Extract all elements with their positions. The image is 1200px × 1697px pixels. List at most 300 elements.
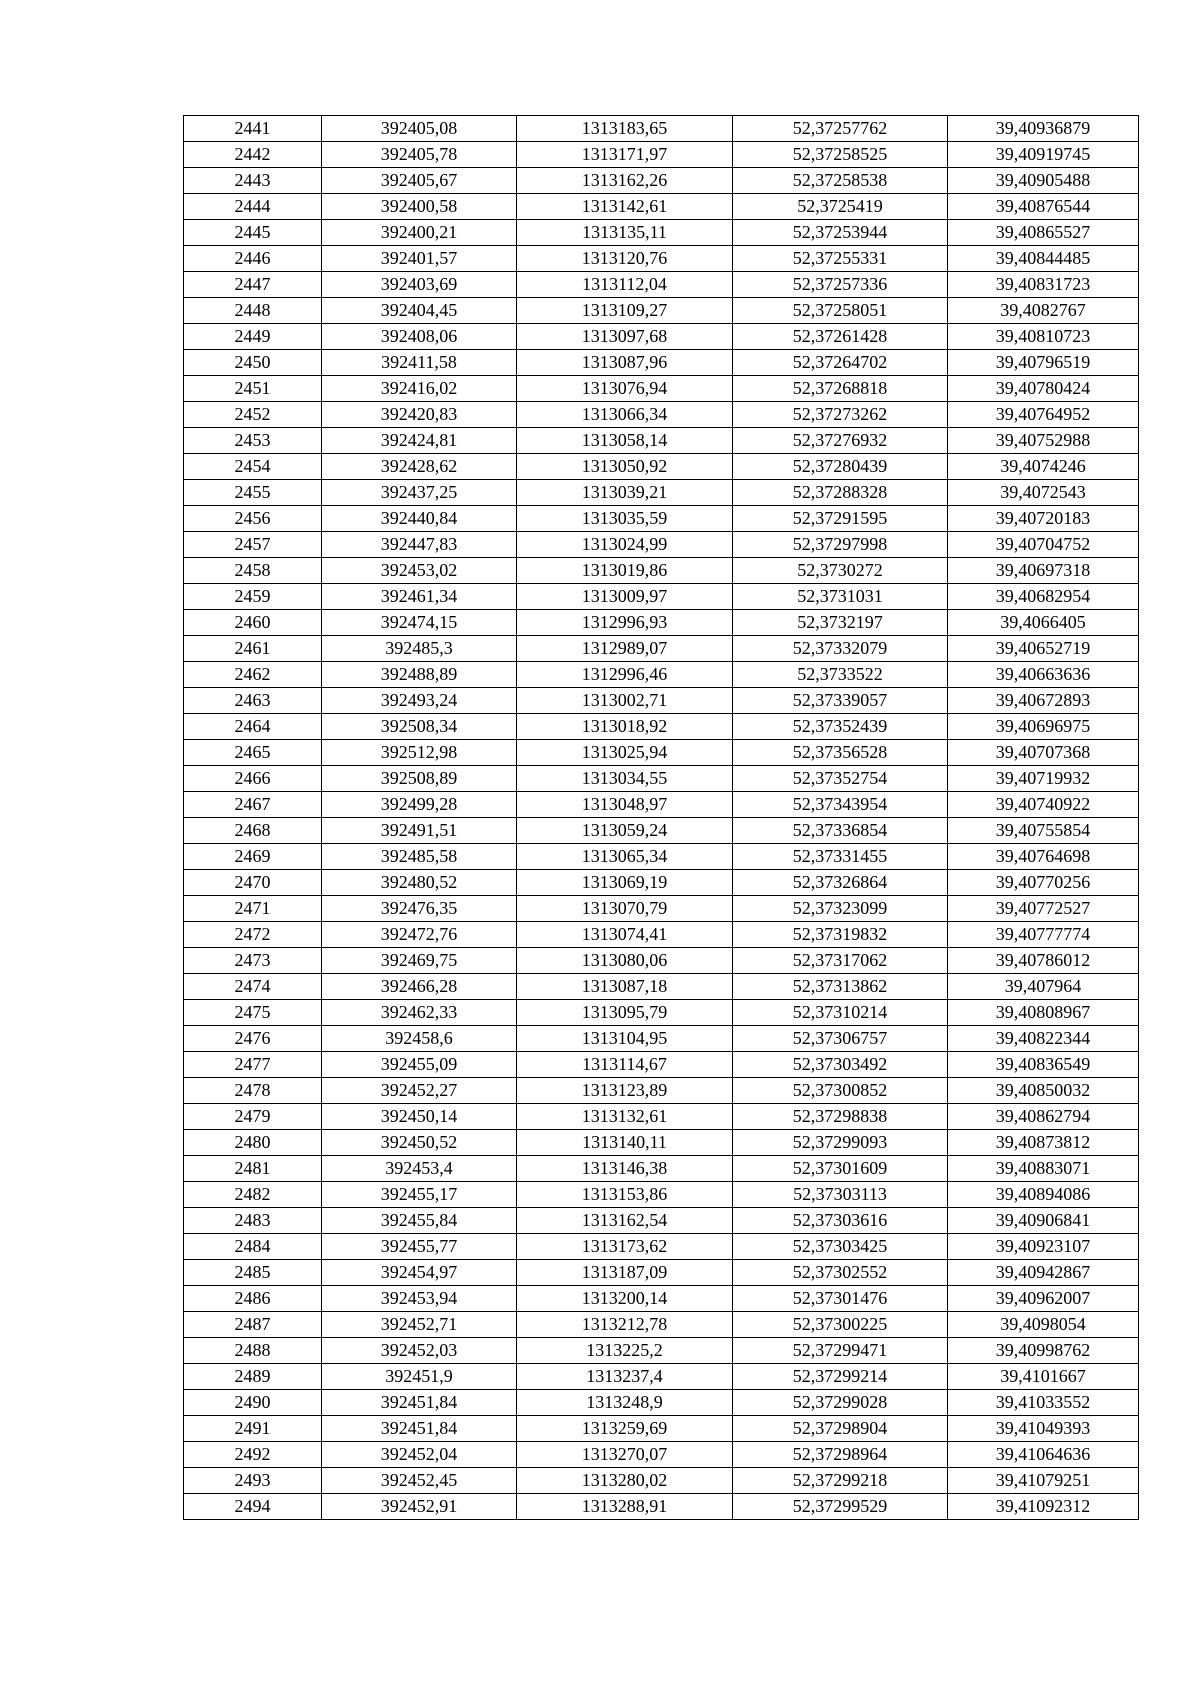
point-number-cell: 2485: [184, 1260, 322, 1286]
table-row: [184, 168, 1139, 194]
point-number-cell: 2446: [184, 246, 322, 272]
point-number-cell: 2444: [184, 194, 322, 220]
x-coordinate-cell: 392424,81: [322, 428, 517, 454]
table-row: [184, 844, 1139, 870]
point-number-cell: 2458: [184, 558, 322, 584]
y-coordinate-cell: 1313270,07: [517, 1442, 733, 1468]
latitude-cell: 52,37299028: [733, 1390, 948, 1416]
latitude-cell: 52,37299471: [733, 1338, 948, 1364]
longitude-cell: 39,40876544: [948, 194, 1139, 220]
point-number-cell: 2491: [184, 1416, 322, 1442]
point-number-cell: 2445: [184, 220, 322, 246]
point-number-cell: 2451: [184, 376, 322, 402]
point-number-cell: 2472: [184, 922, 322, 948]
point-number-cell: 2473: [184, 948, 322, 974]
table-row: [184, 350, 1139, 376]
table-row: [184, 1130, 1139, 1156]
latitude-cell: 52,3730272: [733, 558, 948, 584]
table-row: [184, 766, 1139, 792]
point-number-cell: 2468: [184, 818, 322, 844]
longitude-cell: 39,40919745: [948, 142, 1139, 168]
y-coordinate-cell: 1312989,07: [517, 636, 733, 662]
latitude-cell: 52,37303492: [733, 1052, 948, 1078]
latitude-cell: 52,37302552: [733, 1260, 948, 1286]
longitude-cell: 39,40696975: [948, 714, 1139, 740]
point-number-cell: 2454: [184, 454, 322, 480]
longitude-cell: 39,4101667: [948, 1364, 1139, 1390]
point-number-cell: 2483: [184, 1208, 322, 1234]
table-row: [184, 142, 1139, 168]
point-number-cell: 2465: [184, 740, 322, 766]
latitude-cell: 52,37264702: [733, 350, 948, 376]
point-number-cell: 2492: [184, 1442, 322, 1468]
point-number-cell: 2466: [184, 766, 322, 792]
longitude-cell: 39,40883071: [948, 1156, 1139, 1182]
longitude-cell: 39,40962007: [948, 1286, 1139, 1312]
x-coordinate-cell: 392472,76: [322, 922, 517, 948]
point-number-cell: 2471: [184, 896, 322, 922]
latitude-cell: 52,37343954: [733, 792, 948, 818]
y-coordinate-cell: 1313153,86: [517, 1182, 733, 1208]
y-coordinate-cell: 1313050,92: [517, 454, 733, 480]
longitude-cell: 39,40777774: [948, 922, 1139, 948]
x-coordinate-cell: 392453,4: [322, 1156, 517, 1182]
table-row: [184, 974, 1139, 1000]
x-coordinate-cell: 392455,84: [322, 1208, 517, 1234]
x-coordinate-cell: 392400,21: [322, 220, 517, 246]
latitude-cell: 52,3733522: [733, 662, 948, 688]
longitude-cell: 39,40786012: [948, 948, 1139, 974]
table-row: [184, 1364, 1139, 1390]
table-row: [184, 948, 1139, 974]
longitude-cell: 39,40740922: [948, 792, 1139, 818]
y-coordinate-cell: 1313080,06: [517, 948, 733, 974]
longitude-cell: 39,40862794: [948, 1104, 1139, 1130]
longitude-cell: 39,40923107: [948, 1234, 1139, 1260]
table-row: [184, 662, 1139, 688]
longitude-cell: 39,40894086: [948, 1182, 1139, 1208]
x-coordinate-cell: 392452,04: [322, 1442, 517, 1468]
longitude-cell: 39,41092312: [948, 1494, 1139, 1520]
latitude-cell: 52,37310214: [733, 1000, 948, 1026]
table-row: [184, 714, 1139, 740]
y-coordinate-cell: 1313035,59: [517, 506, 733, 532]
latitude-cell: 52,37352754: [733, 766, 948, 792]
longitude-cell: 39,4074246: [948, 454, 1139, 480]
latitude-cell: 52,37298838: [733, 1104, 948, 1130]
table-row: [184, 558, 1139, 584]
longitude-cell: 39,40752988: [948, 428, 1139, 454]
y-coordinate-cell: 1313069,19: [517, 870, 733, 896]
table-row: [184, 1312, 1139, 1338]
latitude-cell: 52,3732197: [733, 610, 948, 636]
latitude-cell: 52,37255331: [733, 246, 948, 272]
longitude-cell: 39,40905488: [948, 168, 1139, 194]
latitude-cell: 52,37257336: [733, 272, 948, 298]
longitude-cell: 39,40764952: [948, 402, 1139, 428]
latitude-cell: 52,37258538: [733, 168, 948, 194]
x-coordinate-cell: 392420,83: [322, 402, 517, 428]
y-coordinate-cell: 1313171,97: [517, 142, 733, 168]
table-row: [184, 1234, 1139, 1260]
y-coordinate-cell: 1313018,92: [517, 714, 733, 740]
longitude-cell: 39,40719932: [948, 766, 1139, 792]
longitude-cell: 39,40873812: [948, 1130, 1139, 1156]
table-row: [184, 1104, 1139, 1130]
x-coordinate-cell: 392405,78: [322, 142, 517, 168]
table-row: [184, 818, 1139, 844]
point-number-cell: 2480: [184, 1130, 322, 1156]
y-coordinate-cell: 1313142,61: [517, 194, 733, 220]
y-coordinate-cell: 1313087,96: [517, 350, 733, 376]
point-number-cell: 2463: [184, 688, 322, 714]
latitude-cell: 52,37261428: [733, 324, 948, 350]
y-coordinate-cell: 1313162,26: [517, 168, 733, 194]
table-row: [184, 740, 1139, 766]
table-row: [184, 194, 1139, 220]
longitude-cell: 39,40850032: [948, 1078, 1139, 1104]
x-coordinate-cell: 392401,57: [322, 246, 517, 272]
table-row: [184, 1442, 1139, 1468]
latitude-cell: 52,37317062: [733, 948, 948, 974]
longitude-cell: 39,40780424: [948, 376, 1139, 402]
x-coordinate-cell: 392512,98: [322, 740, 517, 766]
x-coordinate-cell: 392451,9: [322, 1364, 517, 1390]
latitude-cell: 52,37323099: [733, 896, 948, 922]
point-number-cell: 2449: [184, 324, 322, 350]
longitude-cell: 39,40663636: [948, 662, 1139, 688]
latitude-cell: 52,37298904: [733, 1416, 948, 1442]
point-number-cell: 2447: [184, 272, 322, 298]
x-coordinate-cell: 392453,94: [322, 1286, 517, 1312]
longitude-cell: 39,40772527: [948, 896, 1139, 922]
longitude-cell: 39,40865527: [948, 220, 1139, 246]
x-coordinate-cell: 392485,58: [322, 844, 517, 870]
latitude-cell: 52,3731031: [733, 584, 948, 610]
y-coordinate-cell: 1313288,91: [517, 1494, 733, 1520]
point-number-cell: 2477: [184, 1052, 322, 1078]
table-row: [184, 792, 1139, 818]
table-row: [184, 584, 1139, 610]
table-row: [184, 896, 1139, 922]
y-coordinate-cell: 1313002,71: [517, 688, 733, 714]
y-coordinate-cell: 1313225,2: [517, 1338, 733, 1364]
point-number-cell: 2475: [184, 1000, 322, 1026]
latitude-cell: 52,37336854: [733, 818, 948, 844]
latitude-cell: 52,37306757: [733, 1026, 948, 1052]
x-coordinate-cell: 392480,52: [322, 870, 517, 896]
point-number-cell: 2448: [184, 298, 322, 324]
table-row: [184, 1494, 1139, 1520]
point-number-cell: 2484: [184, 1234, 322, 1260]
coordinates-table-body: [184, 116, 1139, 1520]
longitude-cell: 39,40906841: [948, 1208, 1139, 1234]
table-row: [184, 220, 1139, 246]
latitude-cell: 52,37326864: [733, 870, 948, 896]
point-number-cell: 2456: [184, 506, 322, 532]
x-coordinate-cell: 392493,24: [322, 688, 517, 714]
table-row: [184, 922, 1139, 948]
point-number-cell: 2489: [184, 1364, 322, 1390]
y-coordinate-cell: 1313048,97: [517, 792, 733, 818]
table-row: [184, 1468, 1139, 1494]
x-coordinate-cell: 392485,3: [322, 636, 517, 662]
latitude-cell: 52,37313862: [733, 974, 948, 1000]
point-number-cell: 2481: [184, 1156, 322, 1182]
point-number-cell: 2443: [184, 168, 322, 194]
y-coordinate-cell: 1313187,09: [517, 1260, 733, 1286]
table-row: [184, 506, 1139, 532]
longitude-cell: 39,4072543: [948, 480, 1139, 506]
y-coordinate-cell: 1313104,95: [517, 1026, 733, 1052]
point-number-cell: 2478: [184, 1078, 322, 1104]
table-row: [184, 1182, 1139, 1208]
point-number-cell: 2487: [184, 1312, 322, 1338]
table-row: [184, 402, 1139, 428]
latitude-cell: 52,37352439: [733, 714, 948, 740]
y-coordinate-cell: 1313066,34: [517, 402, 733, 428]
latitude-cell: 52,37299214: [733, 1364, 948, 1390]
table-row: [184, 298, 1139, 324]
y-coordinate-cell: 1313074,41: [517, 922, 733, 948]
x-coordinate-cell: 392450,14: [322, 1104, 517, 1130]
point-number-cell: 2474: [184, 974, 322, 1000]
y-coordinate-cell: 1313112,04: [517, 272, 733, 298]
y-coordinate-cell: 1313200,14: [517, 1286, 733, 1312]
table-row: [184, 1208, 1139, 1234]
point-number-cell: 2461: [184, 636, 322, 662]
point-number-cell: 2460: [184, 610, 322, 636]
x-coordinate-cell: 392474,15: [322, 610, 517, 636]
latitude-cell: 52,37257762: [733, 116, 948, 142]
longitude-cell: 39,4066405: [948, 610, 1139, 636]
table-row: [184, 636, 1139, 662]
latitude-cell: 52,37291595: [733, 506, 948, 532]
point-number-cell: 2441: [184, 116, 322, 142]
table-row: [184, 376, 1139, 402]
y-coordinate-cell: 1313019,86: [517, 558, 733, 584]
longitude-cell: 39,4082767: [948, 298, 1139, 324]
latitude-cell: 52,37331455: [733, 844, 948, 870]
table-row: [184, 324, 1139, 350]
point-number-cell: 2453: [184, 428, 322, 454]
latitude-cell: 52,37268818: [733, 376, 948, 402]
latitude-cell: 52,37356528: [733, 740, 948, 766]
point-number-cell: 2457: [184, 532, 322, 558]
x-coordinate-cell: 392416,02: [322, 376, 517, 402]
y-coordinate-cell: 1313135,11: [517, 220, 733, 246]
latitude-cell: 52,37301476: [733, 1286, 948, 1312]
y-coordinate-cell: 1313183,65: [517, 116, 733, 142]
table-row: [184, 1052, 1139, 1078]
longitude-cell: 39,41033552: [948, 1390, 1139, 1416]
latitude-cell: 52,37276932: [733, 428, 948, 454]
y-coordinate-cell: 1312996,46: [517, 662, 733, 688]
table-row: [184, 1390, 1139, 1416]
x-coordinate-cell: 392405,08: [322, 116, 517, 142]
longitude-cell: 39,40831723: [948, 272, 1139, 298]
y-coordinate-cell: 1313039,21: [517, 480, 733, 506]
longitude-cell: 39,41064636: [948, 1442, 1139, 1468]
coordinates-table: [183, 115, 1139, 1520]
y-coordinate-cell: 1313259,69: [517, 1416, 733, 1442]
latitude-cell: 52,37288328: [733, 480, 948, 506]
x-coordinate-cell: 392428,62: [322, 454, 517, 480]
latitude-cell: 52,37253944: [733, 220, 948, 246]
x-coordinate-cell: 392453,02: [322, 558, 517, 584]
y-coordinate-cell: 1313173,62: [517, 1234, 733, 1260]
point-number-cell: 2452: [184, 402, 322, 428]
point-number-cell: 2486: [184, 1286, 322, 1312]
latitude-cell: 52,3725419: [733, 194, 948, 220]
x-coordinate-cell: 392452,91: [322, 1494, 517, 1520]
point-number-cell: 2469: [184, 844, 322, 870]
latitude-cell: 52,37297998: [733, 532, 948, 558]
x-coordinate-cell: 392450,52: [322, 1130, 517, 1156]
x-coordinate-cell: 392411,58: [322, 350, 517, 376]
latitude-cell: 52,37299218: [733, 1468, 948, 1494]
x-coordinate-cell: 392508,89: [322, 766, 517, 792]
point-number-cell: 2462: [184, 662, 322, 688]
x-coordinate-cell: 392455,77: [322, 1234, 517, 1260]
point-number-cell: 2464: [184, 714, 322, 740]
y-coordinate-cell: 1313097,68: [517, 324, 733, 350]
table-row: [184, 246, 1139, 272]
table-row: [184, 116, 1139, 142]
latitude-cell: 52,37303425: [733, 1234, 948, 1260]
x-coordinate-cell: 392452,71: [322, 1312, 517, 1338]
x-coordinate-cell: 392466,28: [322, 974, 517, 1000]
latitude-cell: 52,37332079: [733, 636, 948, 662]
longitude-cell: 39,40796519: [948, 350, 1139, 376]
point-number-cell: 2455: [184, 480, 322, 506]
longitude-cell: 39,40755854: [948, 818, 1139, 844]
y-coordinate-cell: 1313095,79: [517, 1000, 733, 1026]
x-coordinate-cell: 392452,45: [322, 1468, 517, 1494]
latitude-cell: 52,37258051: [733, 298, 948, 324]
latitude-cell: 52,37258525: [733, 142, 948, 168]
longitude-cell: 39,40697318: [948, 558, 1139, 584]
longitude-cell: 39,40720183: [948, 506, 1139, 532]
longitude-cell: 39,40764698: [948, 844, 1139, 870]
y-coordinate-cell: 1313059,24: [517, 818, 733, 844]
table-row: [184, 272, 1139, 298]
y-coordinate-cell: 1313146,38: [517, 1156, 733, 1182]
table-row: [184, 1286, 1139, 1312]
table-row: [184, 428, 1139, 454]
point-number-cell: 2494: [184, 1494, 322, 1520]
table-row: [184, 1156, 1139, 1182]
y-coordinate-cell: 1313109,27: [517, 298, 733, 324]
x-coordinate-cell: 392458,6: [322, 1026, 517, 1052]
x-coordinate-cell: 392491,51: [322, 818, 517, 844]
point-number-cell: 2488: [184, 1338, 322, 1364]
x-coordinate-cell: 392508,34: [322, 714, 517, 740]
table-row: [184, 454, 1139, 480]
table-row: [184, 1000, 1139, 1026]
x-coordinate-cell: 392437,25: [322, 480, 517, 506]
point-number-cell: 2476: [184, 1026, 322, 1052]
y-coordinate-cell: 1313132,61: [517, 1104, 733, 1130]
x-coordinate-cell: 392440,84: [322, 506, 517, 532]
y-coordinate-cell: 1313120,76: [517, 246, 733, 272]
latitude-cell: 52,37303113: [733, 1182, 948, 1208]
point-number-cell: 2493: [184, 1468, 322, 1494]
x-coordinate-cell: 392451,84: [322, 1416, 517, 1442]
longitude-cell: 39,40844485: [948, 246, 1139, 272]
x-coordinate-cell: 392452,27: [322, 1078, 517, 1104]
latitude-cell: 52,37339057: [733, 688, 948, 714]
x-coordinate-cell: 392455,17: [322, 1182, 517, 1208]
x-coordinate-cell: 392404,45: [322, 298, 517, 324]
point-number-cell: 2442: [184, 142, 322, 168]
latitude-cell: 52,37299529: [733, 1494, 948, 1520]
longitude-cell: 39,40652719: [948, 636, 1139, 662]
table-row: [184, 480, 1139, 506]
latitude-cell: 52,37300225: [733, 1312, 948, 1338]
y-coordinate-cell: 1313162,54: [517, 1208, 733, 1234]
y-coordinate-cell: 1313140,11: [517, 1130, 733, 1156]
x-coordinate-cell: 392403,69: [322, 272, 517, 298]
y-coordinate-cell: 1313212,78: [517, 1312, 733, 1338]
longitude-cell: 39,40998762: [948, 1338, 1139, 1364]
longitude-cell: 39,41079251: [948, 1468, 1139, 1494]
y-coordinate-cell: 1313024,99: [517, 532, 733, 558]
point-number-cell: 2459: [184, 584, 322, 610]
x-coordinate-cell: 392451,84: [322, 1390, 517, 1416]
point-number-cell: 2450: [184, 350, 322, 376]
y-coordinate-cell: 1313034,55: [517, 766, 733, 792]
table-row: [184, 1416, 1139, 1442]
table-row: [184, 1026, 1139, 1052]
x-coordinate-cell: 392452,03: [322, 1338, 517, 1364]
longitude-cell: 39,40682954: [948, 584, 1139, 610]
x-coordinate-cell: 392447,83: [322, 532, 517, 558]
table-row: [184, 1078, 1139, 1104]
longitude-cell: 39,40936879: [948, 116, 1139, 142]
table-row: [184, 1260, 1139, 1286]
longitude-cell: 39,407964: [948, 974, 1139, 1000]
longitude-cell: 39,40672893: [948, 688, 1139, 714]
x-coordinate-cell: 392400,58: [322, 194, 517, 220]
y-coordinate-cell: 1313248,9: [517, 1390, 733, 1416]
latitude-cell: 52,37273262: [733, 402, 948, 428]
longitude-cell: 39,40810723: [948, 324, 1139, 350]
y-coordinate-cell: 1312996,93: [517, 610, 733, 636]
x-coordinate-cell: 392476,35: [322, 896, 517, 922]
x-coordinate-cell: 392462,33: [322, 1000, 517, 1026]
x-coordinate-cell: 392455,09: [322, 1052, 517, 1078]
longitude-cell: 39,40822344: [948, 1026, 1139, 1052]
x-coordinate-cell: 392469,75: [322, 948, 517, 974]
table-row: [184, 1338, 1139, 1364]
y-coordinate-cell: 1313076,94: [517, 376, 733, 402]
y-coordinate-cell: 1313065,34: [517, 844, 733, 870]
longitude-cell: 39,4098054: [948, 1312, 1139, 1338]
longitude-cell: 39,41049393: [948, 1416, 1139, 1442]
latitude-cell: 52,37280439: [733, 454, 948, 480]
table-row: [184, 870, 1139, 896]
y-coordinate-cell: 1313087,18: [517, 974, 733, 1000]
y-coordinate-cell: 1313237,4: [517, 1364, 733, 1390]
point-number-cell: 2490: [184, 1390, 322, 1416]
latitude-cell: 52,37298964: [733, 1442, 948, 1468]
x-coordinate-cell: 392454,97: [322, 1260, 517, 1286]
latitude-cell: 52,37299093: [733, 1130, 948, 1156]
y-coordinate-cell: 1313058,14: [517, 428, 733, 454]
latitude-cell: 52,37301609: [733, 1156, 948, 1182]
y-coordinate-cell: 1313114,67: [517, 1052, 733, 1078]
